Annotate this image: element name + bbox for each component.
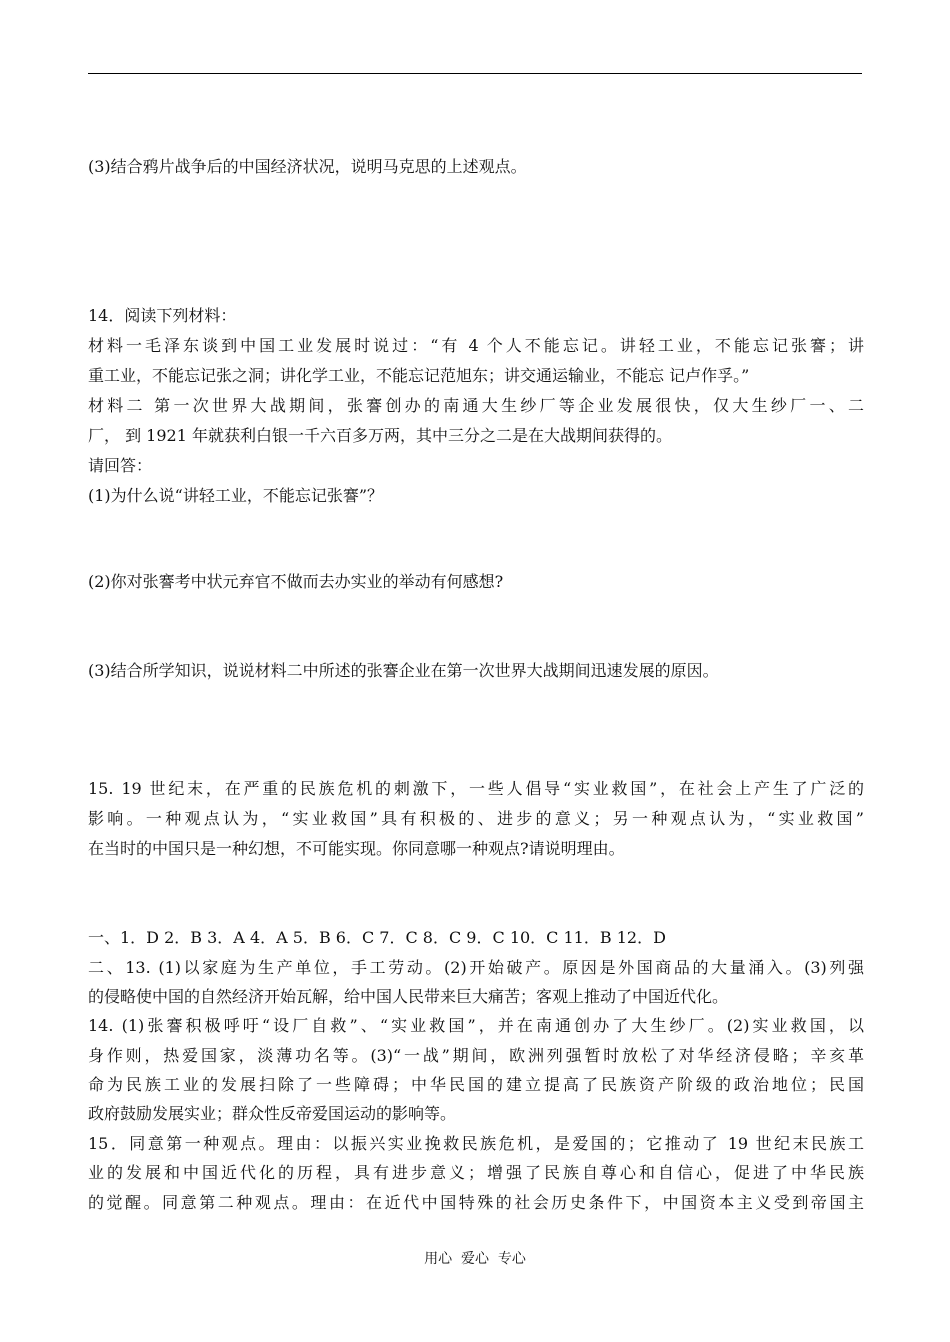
answers-13-line2: 的侵略使中国的自然经济开始瓦解，给中国人民带来巨大痛苦；客观上推动了中国近代化。 — [88, 987, 729, 1006]
q14-material2-line2: 厂， 到 1921 年就获利白银一千六百多万两，其中三分之二是在大战期间获得的。 — [88, 426, 672, 445]
answers-14-line2: 身作则，热爱国家，淡薄功名等。(3)“一战”期间，欧洲列强暂时放松了对华经济侵略；辛亥革 — [88, 1046, 864, 1065]
q15-line1: 15. 19 世纪末，在严重的民族危机的刺激下，一些人倡导“实业救国”，在社会上产生了广泛的 — [88, 779, 864, 798]
answers-14-line3: 命为民族工业的发展扫除了一些障碍；中华民国的建立提高了民族资产阶级的政治地位；民国 — [88, 1075, 864, 1094]
header-rule — [88, 73, 862, 74]
q14-sub1: (1)为什么说“讲轻工业，不能忘记张謇”？ — [88, 486, 384, 505]
page-footer: 用心 爱心 专心 — [424, 1251, 526, 1267]
q14-sub3: (3)结合所学知识，说说材料二中所述的张謇企业在第一次世界大战期间迅速发展的原因。 — [88, 661, 719, 680]
q14-ask: 请回答： — [88, 456, 153, 475]
q13-sub3: (3)结合鸦片战争后的中国经济状况，说明马克思的上述观点。 — [88, 157, 527, 176]
answers-13-line1: 二、13. (1)以家庭为生产单位，手工劳动。(2)开始破产。原因是外国商品的大量涌入。(3)列强 — [88, 958, 864, 977]
answers-15-line1: 15．同意第一种观点。理由：以振兴实业挽救民族危机，是爱国的；它推动了 19 世纪末民族工 — [88, 1134, 864, 1153]
answers-choice: 一、1．D 2．B 3．A 4．A 5．B 6．C 7．C 8．C 9．C 10．C 11．B 12．D — [88, 928, 666, 947]
answers-15-line3: 的觉醒。同意第二种观点。理由：在近代中国特殊的社会历史条件下，中国资本主义受到帝国主 — [88, 1193, 864, 1212]
q14-material2-line1: 材料二 第一次世界大战期间，张謇创办的南通大生纱厂等企业发展很快，仅大生纱厂一、二 — [88, 396, 864, 415]
q15-line3: 在当时的中国只是一种幻想，不可能实现。你同意哪一种观点?请说明理由。 — [88, 839, 625, 858]
q15-line2: 影响。一种观点认为，“实业救国”具有积极的、进步的意义；另一种观点认为，“实业救国” — [88, 809, 864, 828]
q14-sub2: (2)你对张謇考中状元弃官不做而去办实业的举动有何感想? — [88, 572, 504, 591]
q14-material1-line2: 重工业，不能忘记张之洞；讲化学工业，不能忘记范旭东；讲交通运输业，不能忘 记卢作孚。” — [88, 366, 750, 385]
q14-material1-line1: 材料一毛泽东谈到中国工业发展时说过：“有 4 个人不能忘记。讲轻工业，不能忘记张謇；讲 — [88, 336, 864, 355]
q14-title: 14．阅读下列材料： — [88, 306, 237, 325]
answers-15-line2: 业的发展和中国近代化的历程，具有进步意义；增强了民族自尊心和自信心，促进了中华民族 — [88, 1163, 864, 1182]
answers-14-line1: 14. (1)张謇积极呼吁“设厂自救”、“实业救国”，并在南通创办了大生纱厂。(2)实业救国，以 — [88, 1016, 864, 1035]
answers-14-line4: 政府鼓励发展实业；群众性反帝爱国运动的影响等。 — [88, 1104, 457, 1123]
